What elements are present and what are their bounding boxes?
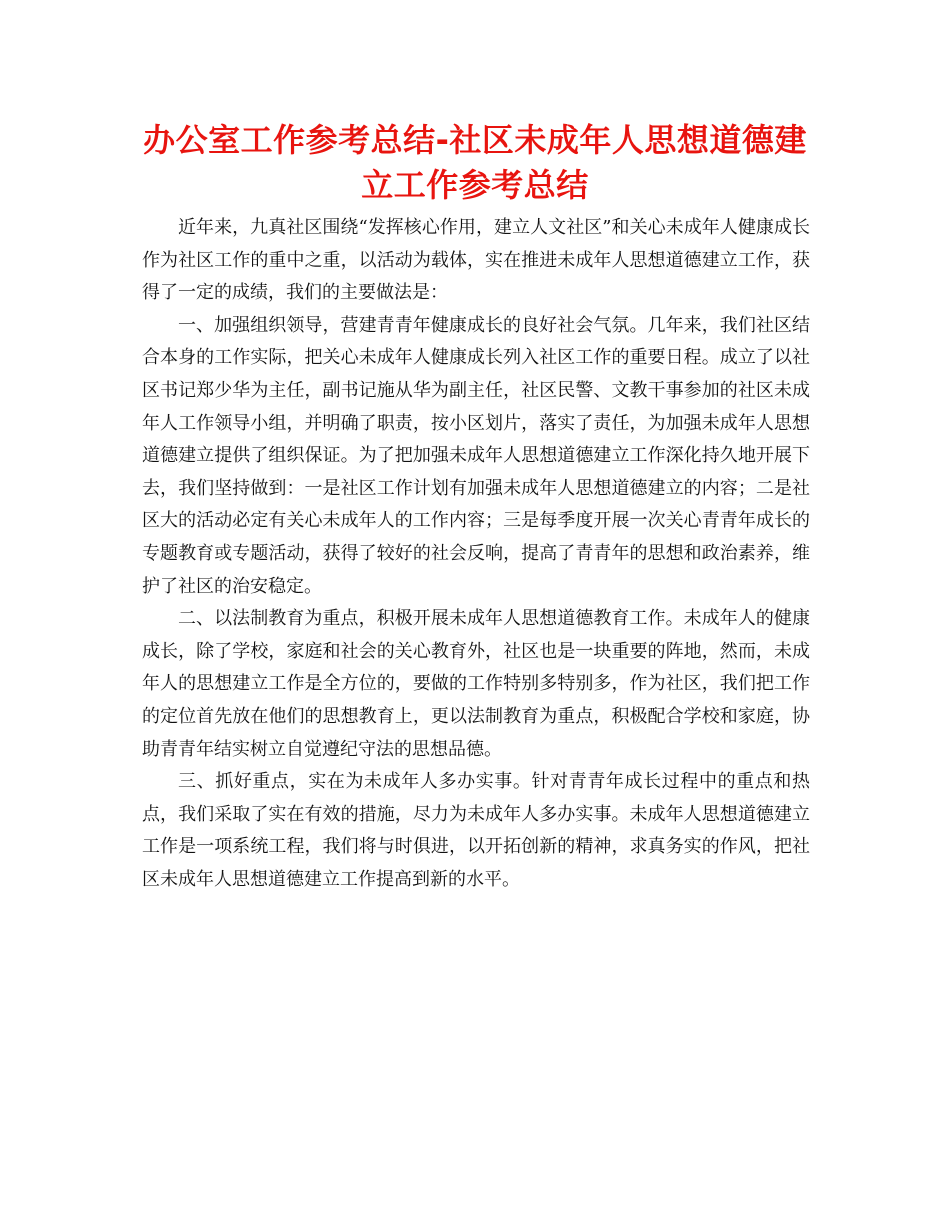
- paragraph-intro: 近年来，九真社区围绕“发挥核心作用，建立人文社区”和关心未成年人健康成长作为社区工作的重中之重，以活动为载体，实在推进未成年人思想道德建立工作，获得了一定的成绩，我们的主要做法是：: [142, 217, 810, 304]
- paragraph-legal-education: 二、以法制教育为重点，积极开展未成年人思想道德教育工作。未成年人的健康成长，除了学校，家庭和社会的关心教育外，社区也是一块重要的阵地，然而，未成年人的思想建立工作是全方位的，要做的工作特别多特别多，作为社区，我们把工作的定位首先放在他们的思想教育上，更以法制教育为重点，积极配合学校和家庭，协助青青年结实树立自觉遵纪守法的思想品德。: [142, 608, 810, 760]
- document-title: 办公室工作参考总结-社区未成年人思想道德建立工作参考总结: [143, 121, 807, 204]
- document-body: [142, 212, 810, 896]
- paragraph-organization-leadership: 一、加强组织领导，营建青青年健康成长的良好社会气氛。几年来，我们社区结合本身的工作实际，把关心未成年人健康成长列入社区工作的重要日程。成立了以社区书记郑少华为主任，副书记施从华为副主任，社区民警、文教干事参加的社区未成年人工作领导小组，并明确了职责，按小区划片，落实了责任，为加强未成年人思想道德建立提供了组织保证。为了把加强未成年人思想道德建立工作深化持久地开展下去，我们坚持做到：一是社区工作计划有加强未成年人思想道德建立的内容；二是社区大的活动必定有关心未成年人的工作内容；三是每季度开展一次关心青青年成长的专题教育或专题活动，获得了较好的社会反响，提高了青青年的思想和政治素养，维护了社区的治安稳定。: [142, 314, 810, 597]
- paragraph-practical-actions: 三、抓好重点，实在为未成年人多办实事。针对青青年成长过程中的重点和热点，我们采取了实在有效的措施，尽力为未成年人多办实事。未成年人思想道德建立工作是一项系统工程，我们将与时俱进，以开拓创新的精神，求真务实的作风，把社区未成年人思想道德建立工作提高到新的水平。: [142, 771, 810, 890]
